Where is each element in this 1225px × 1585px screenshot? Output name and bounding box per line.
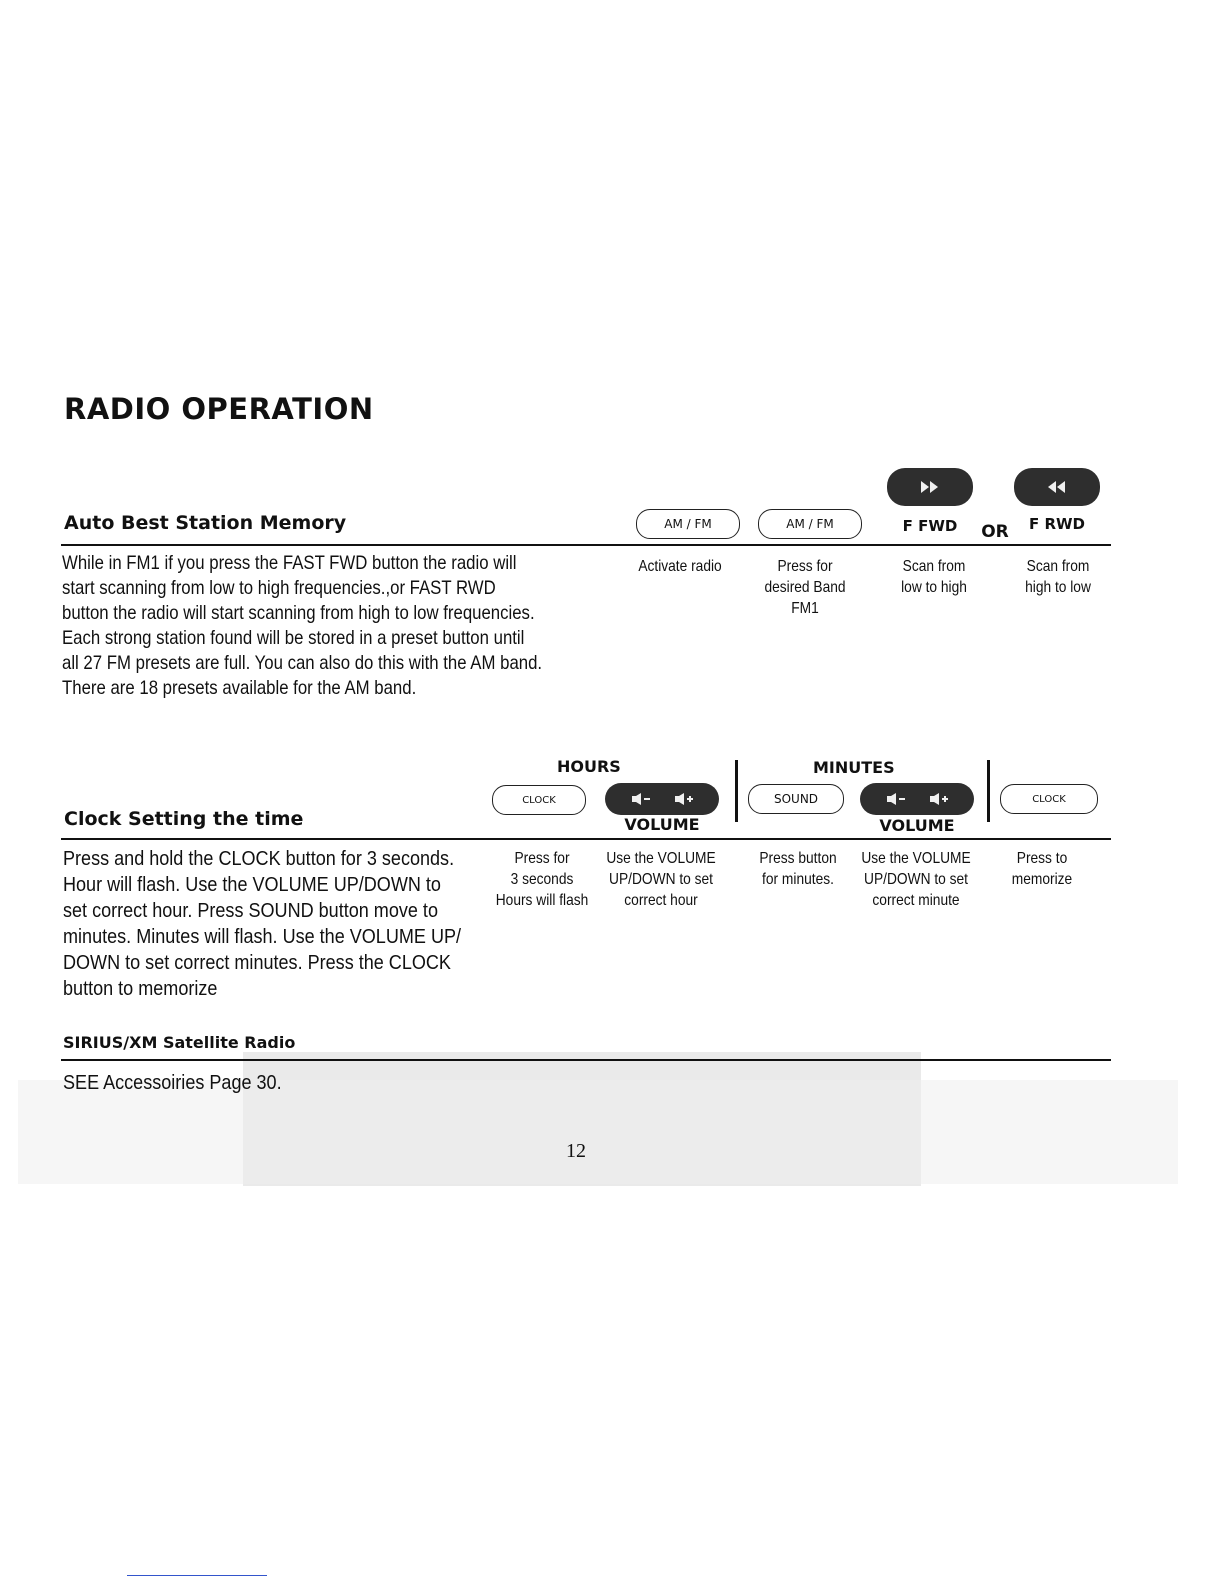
caption-scan-low-high: Scan from low to high [901, 558, 967, 596]
volume-up-icon [673, 792, 695, 806]
caption-scan-high-low: Scan from high to low [1025, 558, 1091, 596]
volume-button-minutes[interactable] [860, 783, 974, 815]
ffwd-label: F FWD [902, 517, 958, 535]
clock-button-memorize[interactable]: CLOCK [1000, 784, 1098, 814]
volume-label-hours: VOLUME [624, 815, 700, 834]
rewind-icon [1046, 480, 1068, 494]
minutes-label: MINUTES [813, 758, 895, 777]
satellite-heading: SIRIUS/XM Satellite Radio [63, 1033, 296, 1052]
clock-rule [61, 838, 1111, 840]
clock-text: Press and hold the CLOCK button for 3 seconds. Hour will flash. Use the VOLUME UP/DOWN to set correct hour. Press SOUND button move to minutes. Minutes will flash. Use the VOLUME UP/ DOWN to set correct minutes. Press the CLOCK button to memorize [63, 847, 462, 1000]
amfm-button-band[interactable]: AM / FM [758, 509, 862, 539]
or-label: OR [981, 522, 1009, 542]
caption-volume-minute: Use the VOLUME UP/DOWN to set correct minute [861, 850, 971, 909]
bottom-link-underline [127, 1575, 267, 1576]
frwd-label: F RWD [1028, 515, 1085, 533]
clock-button-hours[interactable]: CLOCK [492, 785, 586, 815]
clock-heading: Clock Setting the time [64, 808, 304, 830]
divider-hours-minutes [735, 760, 738, 822]
caption-volume-hour: Use the VOLUME UP/DOWN to set correct hour [606, 850, 716, 909]
volume-label-minutes: VOLUME [879, 816, 955, 835]
auto-memory-text: While in FM1 if you press the FAST FWD button the radio will start scanning from low to high frequencies.,or FAST RWD button the radio will start scanning from high to low frequencies. Each strong station found will be stored in a preset button until all 27 FM presets are full. You can also do this with the AM band. There are 18 presets available for the AM band. [62, 552, 543, 699]
caption-press-minutes: Press button for minutes. [759, 850, 837, 888]
caption-press-3-seconds: Press for 3 seconds Hours will flash [495, 850, 589, 909]
caption-activate-radio: Activate radio [638, 558, 722, 575]
volume-down-icon [885, 792, 907, 806]
amfm-button-activate[interactable]: AM / FM [636, 509, 740, 539]
fast-forward-button[interactable] [887, 468, 973, 506]
rewind-button[interactable] [1014, 468, 1100, 506]
page-title: RADIO OPERATION [64, 392, 374, 426]
auto-memory-body [62, 551, 702, 701]
page-number: 12 [566, 1140, 586, 1162]
fast-forward-icon [919, 480, 941, 494]
volume-button-hours[interactable] [605, 783, 719, 815]
volume-up-icon [928, 792, 950, 806]
scan-shade-light [18, 1080, 1178, 1184]
auto-memory-heading: Auto Best Station Memory [64, 512, 347, 534]
satellite-rule [61, 1059, 1111, 1061]
satellite-body [63, 1070, 703, 1095]
caption-press-band: Press for desired Band FM1 [764, 558, 846, 617]
divider-minutes-memorize [987, 760, 990, 822]
caption-memorize: Press to memorize [1011, 850, 1073, 888]
hours-label: HOURS [557, 757, 621, 776]
auto-memory-rule [61, 544, 1111, 546]
satellite-text: SEE Accessoiries Page 30. [63, 1071, 282, 1094]
volume-down-icon [630, 792, 652, 806]
sound-button[interactable]: SOUND [748, 784, 844, 814]
